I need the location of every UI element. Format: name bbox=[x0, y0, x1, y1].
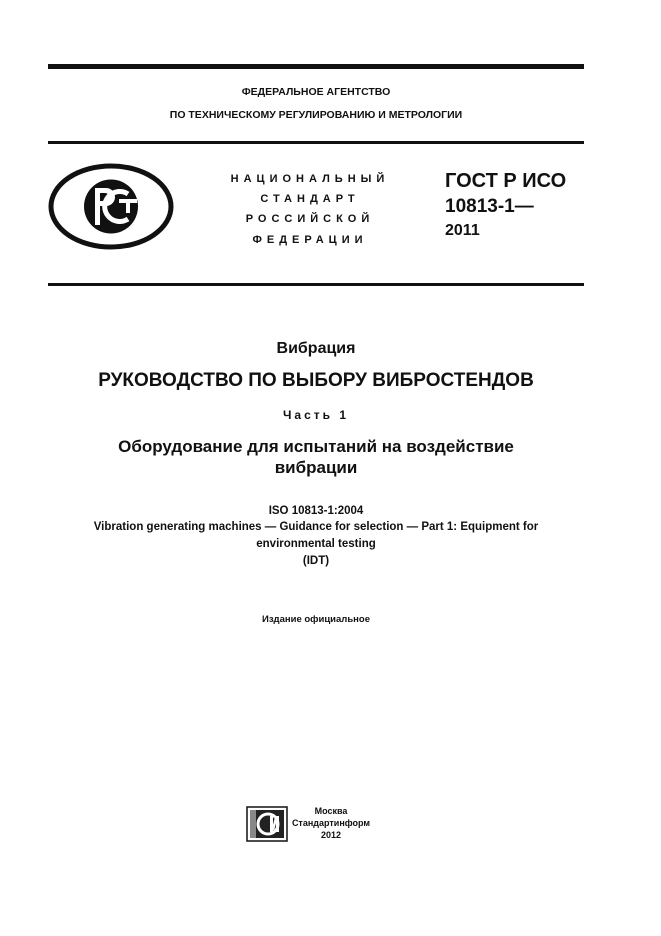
publisher-year: 2012 bbox=[320, 830, 342, 840]
publisher-name: Стандартинформ bbox=[291, 818, 371, 828]
lower-rule bbox=[48, 283, 584, 286]
top-rule bbox=[48, 64, 584, 69]
gost-r-mark-icon bbox=[48, 163, 174, 250]
standard-type-line-2: СТАНДАРТ bbox=[260, 193, 360, 205]
publisher-city: Москва bbox=[314, 806, 348, 816]
standard-type-line-3: РОССИЙСКОЙ bbox=[245, 213, 375, 225]
iso-number: ISO 10813-1:2004 bbox=[268, 505, 364, 517]
title-group: Вибрация bbox=[276, 340, 356, 357]
standartinform-logo-icon bbox=[246, 806, 288, 842]
designation-line-1: ГОСТ Р ИСО bbox=[445, 170, 567, 192]
edition-note: Издание официальное bbox=[262, 614, 370, 625]
designation-line-3: 2011 bbox=[445, 222, 480, 239]
standard-type-line-1: НАЦИОНАЛЬНЫЙ bbox=[230, 173, 390, 185]
agency-line-2: ПО ТЕХНИЧЕСКОМУ РЕГУЛИРОВАНИЮ И МЕТРОЛОГИИ bbox=[169, 109, 463, 121]
title-part: Часть 1 bbox=[282, 408, 350, 422]
subtitle-line-2: вибрации bbox=[274, 458, 358, 477]
subtitle-line-1: Оборудование для испытаний на воздействие bbox=[118, 437, 514, 456]
title-main: РУКОВОДСТВО ПО ВЫБОРУ ВИБРОСТЕНДОВ bbox=[98, 370, 534, 391]
designation-line-2: 10813-1— bbox=[445, 196, 534, 217]
iso-title-line-1: Vibration generating machines — Guidance for selection — Part 1: Equipment for bbox=[93, 521, 539, 533]
iso-identity: (IDT) bbox=[302, 555, 330, 567]
middle-rule bbox=[48, 141, 584, 144]
iso-title-line-2: environmental testing bbox=[256, 538, 376, 550]
agency-line-1: ФЕДЕРАЛЬНОЕ АГЕНТСТВО bbox=[241, 86, 391, 98]
standard-type-line-4: ФЕДЕРАЦИИ bbox=[252, 234, 368, 246]
